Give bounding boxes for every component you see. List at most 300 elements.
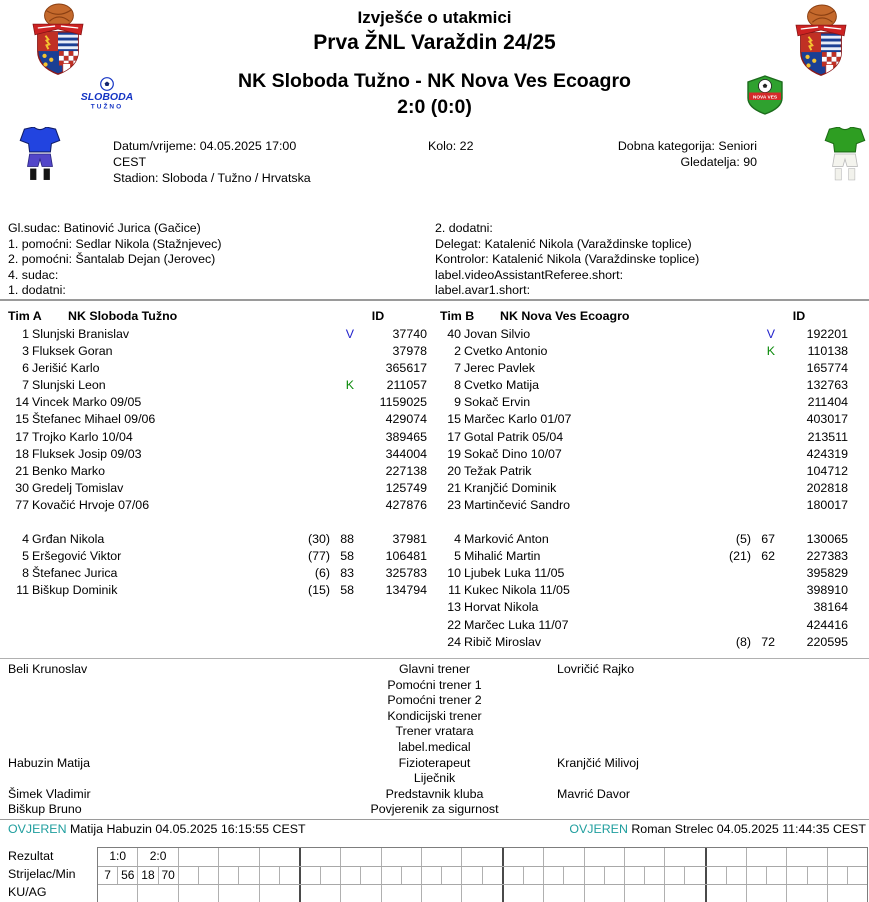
official-line: 4. sudac: xyxy=(8,267,59,282)
grid-cell xyxy=(259,867,279,884)
grid-cell xyxy=(624,885,664,902)
grid-cell: 56 xyxy=(117,867,137,884)
staff-row xyxy=(8,724,861,740)
official-line: Kontrolor: Katalenić Nikola (Varaždinske toplice) xyxy=(435,252,700,267)
player-name: Vincek Marko 09/05 xyxy=(32,395,142,410)
player-number: 21 xyxy=(447,481,461,496)
substitution-info xyxy=(721,635,775,649)
scorer-minute-row xyxy=(98,866,867,884)
grid-cell xyxy=(786,848,826,866)
player-number: 1 xyxy=(22,326,29,341)
player-row xyxy=(440,412,848,429)
player-number: 18 xyxy=(15,446,29,461)
report-title: Izvješće o utakmici xyxy=(357,8,512,27)
captain-badge: V xyxy=(766,326,775,341)
player-id: 130065 xyxy=(806,531,848,546)
substitute-row xyxy=(440,600,848,617)
staff-row xyxy=(8,802,861,818)
player-number: 17 xyxy=(15,429,29,444)
replaced-player-number: (15) xyxy=(307,583,330,598)
player-number: 7 xyxy=(22,378,29,393)
grid-cell: 70 xyxy=(158,867,178,884)
player-name: Biškup Dominik xyxy=(32,583,118,598)
official-line: 2. pomoćni: Šantalab Dejan (Jerovec) xyxy=(8,252,216,267)
substitute-row xyxy=(8,532,427,549)
grid-cell xyxy=(299,867,320,884)
substitution-info xyxy=(300,532,354,546)
grid-cell xyxy=(340,885,380,902)
certified-badge: OVJEREN xyxy=(569,822,628,836)
grid-cell xyxy=(746,885,786,902)
player-id: 403017 xyxy=(806,412,848,427)
player-name: Gredelj Tomislav xyxy=(32,481,124,496)
player-name: Trojko Karlo 10/04 xyxy=(32,429,133,444)
player-number: 2 xyxy=(454,343,461,358)
grid-cell xyxy=(320,867,340,884)
grid-cell xyxy=(299,848,340,866)
player-id: 424319 xyxy=(806,446,848,461)
grid-cell xyxy=(726,867,746,884)
attendance: Gledatelja: 90 xyxy=(680,154,757,169)
substitute-row xyxy=(8,583,427,600)
svg-text:TUŽNO: TUŽNO xyxy=(90,103,124,111)
staff-row xyxy=(8,678,861,694)
ku-ag-row xyxy=(98,884,867,902)
player-id: 427876 xyxy=(385,498,427,513)
player-row xyxy=(8,481,427,498)
player-id: 202818 xyxy=(806,481,848,496)
grid-cell: 1:0 xyxy=(109,849,127,863)
player-name: Kovačić Hrvoje 07/06 xyxy=(32,498,150,513)
player-number: 7 xyxy=(454,360,461,375)
player-id: 213511 xyxy=(807,429,848,444)
captain-badge: K xyxy=(766,343,775,358)
team-b-rows xyxy=(440,327,848,652)
team-b-header xyxy=(440,309,848,327)
substitution-minute: 83 xyxy=(340,565,354,580)
player-number: 6 xyxy=(22,360,29,375)
official-line: 2. dodatni: xyxy=(435,221,493,235)
player-number: 11 xyxy=(16,583,29,598)
grid-cell xyxy=(644,867,664,884)
player-row xyxy=(8,395,427,412)
staff-role-label: Glavni trener xyxy=(399,662,470,676)
substitution-info xyxy=(300,566,354,580)
certification-away xyxy=(569,822,866,836)
grid-cell xyxy=(705,848,746,866)
player-name: Benko Marko xyxy=(32,464,106,478)
staff-role-label: Pomoćni trener 1 xyxy=(387,677,482,692)
team-a-id-header: ID xyxy=(371,309,385,323)
player-id: 37978 xyxy=(392,343,427,358)
datetime-line1: Datum/vrijeme: 04.05.2025 17:00 xyxy=(113,139,297,153)
grid-cell xyxy=(664,867,684,884)
player-name: Martinčević Sandro xyxy=(464,498,571,513)
player-name: Ribič Miroslav xyxy=(464,634,542,649)
staff-role-label: Pomoćni trener 2 xyxy=(387,693,482,708)
player-row xyxy=(440,464,848,481)
player-id: 429074 xyxy=(385,412,427,427)
grid-cell xyxy=(279,867,299,884)
player-name: Mihalić Martin xyxy=(464,548,541,563)
grid-cell xyxy=(502,885,543,902)
team-b-label: Tim B xyxy=(440,309,475,323)
team-a-name: NK Sloboda Tužno xyxy=(68,309,178,323)
away-kit-icon xyxy=(822,127,868,181)
staff-name-home: Biškup Bruno xyxy=(8,802,82,817)
grid-cell xyxy=(340,848,380,866)
official-line: label.videoAssistantReferee.short: xyxy=(435,267,624,282)
staff-row xyxy=(8,693,861,709)
player-name: Jerišić Karlo xyxy=(32,360,100,375)
staff-section xyxy=(8,662,861,818)
player-number: 20 xyxy=(447,464,461,478)
player-name: Kranjčić Dominik xyxy=(464,481,557,496)
grid-cell xyxy=(137,885,177,902)
age-category: Dobna kategorija: Seniori xyxy=(617,139,757,153)
home-kit-icon xyxy=(17,127,63,181)
player-name: Horvat Nikola xyxy=(464,600,539,615)
replaced-player-number: (21) xyxy=(728,548,751,563)
staff-name-away: Kranjčić Milivoj xyxy=(557,755,639,770)
match-title: NK Sloboda Tužno - NK Nova Ves Ecoagro xyxy=(238,70,631,92)
grid-label-ku-ag: KU/AG xyxy=(8,885,47,899)
divider-staff-certs xyxy=(0,819,869,820)
grid-cell xyxy=(340,867,360,884)
staff-name-away: Mavrić Davor xyxy=(557,786,630,801)
staff-name-home: Šimek Vladimir xyxy=(8,786,91,801)
grid-cell xyxy=(218,848,258,866)
grid-cell xyxy=(664,848,704,866)
grid-cell: 7 xyxy=(104,868,111,882)
grid-cell xyxy=(259,848,299,866)
grid-cell xyxy=(705,885,746,902)
player-id: 227138 xyxy=(385,464,427,478)
substitution-minute: 62 xyxy=(761,548,775,563)
grid-cell xyxy=(584,867,604,884)
svg-text:NOVA VES: NOVA VES xyxy=(752,95,778,101)
staff-row xyxy=(8,756,861,772)
result-grid xyxy=(97,847,868,902)
official-line: 1. pomoćni: Sedlar Nikola (Stažnjevec) xyxy=(8,236,222,251)
player-name: Fluksek Josip 09/03 xyxy=(32,446,142,461)
player-name: Jovan Silvio xyxy=(464,326,531,341)
grid-cell xyxy=(178,867,198,884)
player-number: 9 xyxy=(454,395,461,410)
player-number: 24 xyxy=(447,634,461,649)
datetime-stadium-block xyxy=(113,139,311,186)
player-id: 192201 xyxy=(806,326,848,341)
substitute-row xyxy=(440,532,848,549)
grid-cell xyxy=(746,848,786,866)
replaced-player-number: (30) xyxy=(307,531,330,546)
league-title: Prva ŽNL Varaždin 24/25 xyxy=(313,31,556,54)
grid-cell xyxy=(543,885,583,902)
player-number: 15 xyxy=(447,412,461,427)
grid-cell xyxy=(624,848,664,866)
grid-cell xyxy=(807,867,827,884)
team-b-table xyxy=(440,309,848,652)
player-number: 8 xyxy=(22,565,29,580)
away-club-logo xyxy=(746,74,784,116)
player-id: 134794 xyxy=(385,583,427,598)
category-attendance-block xyxy=(618,139,757,171)
player-id: 180017 xyxy=(806,498,848,513)
player-name: Cvetko Antonio xyxy=(464,343,548,358)
grid-cell xyxy=(381,885,421,902)
player-name: Fluksek Goran xyxy=(32,343,113,358)
grid-cell xyxy=(421,867,441,884)
player-number: 30 xyxy=(15,481,29,496)
player-name: Štefanec Mihael 09/06 xyxy=(32,412,156,427)
player-row xyxy=(440,344,848,361)
staff-row xyxy=(8,662,861,678)
player-name: Gotal Patrik 05/04 xyxy=(464,429,564,444)
staff-role-label: label.medical xyxy=(398,739,471,754)
substitution-minute: 88 xyxy=(340,531,354,546)
grid-cell xyxy=(523,867,543,884)
player-id: 110138 xyxy=(807,343,848,358)
grid-cell: 18 xyxy=(137,867,157,884)
team-b-name: NK Nova Ves Ecoagro xyxy=(500,309,630,323)
replaced-player-number: (8) xyxy=(735,634,751,649)
staff-role-label: Fizioterapeut xyxy=(398,755,471,770)
player-number: 13 xyxy=(447,600,461,615)
player-id: 37740 xyxy=(392,326,427,341)
grid-cell: 2:0 xyxy=(137,848,177,866)
player-name: Cvetko Matija xyxy=(464,378,540,393)
grid-cell xyxy=(502,867,523,884)
team-a-header xyxy=(8,309,427,327)
grid-cell xyxy=(218,867,238,884)
grid-cell xyxy=(421,848,461,866)
player-name: Marčec Karlo 01/07 xyxy=(464,412,572,427)
grid-cell xyxy=(584,885,624,902)
grid-cell xyxy=(360,867,380,884)
player-name: Slunjski Branislav xyxy=(32,326,130,341)
player-row xyxy=(8,447,427,464)
player-row xyxy=(8,498,427,515)
player-row xyxy=(8,412,427,429)
grid-cell xyxy=(847,867,867,884)
player-row xyxy=(440,481,848,498)
player-row xyxy=(440,395,848,412)
grid-cell xyxy=(381,867,401,884)
player-id: 395829 xyxy=(806,565,848,580)
staff-row xyxy=(8,787,861,803)
player-name: Marković Anton xyxy=(464,531,549,546)
divider-officials-teams xyxy=(0,299,869,301)
grid-cell xyxy=(543,848,583,866)
substitute-row xyxy=(440,635,848,652)
player-name: Eršegović Viktor xyxy=(32,548,122,563)
grid-cell xyxy=(178,848,218,866)
grid-cell xyxy=(786,885,826,902)
grid-cell xyxy=(624,867,644,884)
player-id: 37981 xyxy=(392,531,427,546)
staff-name-home: Habuzin Matija xyxy=(8,755,90,770)
grid-cell xyxy=(766,867,786,884)
player-number: 77 xyxy=(15,498,29,513)
player-id: 1159025 xyxy=(379,395,427,410)
official-line: label.avar1.short: xyxy=(435,283,531,298)
grid-label-result: Rezultat xyxy=(8,849,54,863)
player-id: 227383 xyxy=(806,548,848,563)
player-id: 398910 xyxy=(806,583,848,598)
player-id: 211404 xyxy=(807,395,848,410)
player-name: Ljubek Luka 11/05 xyxy=(464,565,565,580)
player-number: 22 xyxy=(447,617,461,632)
certified-by-home: Matija Habuzin 04.05.2025 16:15:55 CEST xyxy=(66,822,306,836)
grid-cell xyxy=(441,867,461,884)
player-id: 165774 xyxy=(806,360,848,375)
home-club-logo xyxy=(78,77,136,111)
player-row xyxy=(8,344,427,361)
substitution-info xyxy=(300,583,354,597)
substitution-info xyxy=(300,549,354,563)
grid-cell xyxy=(381,848,421,866)
player-number: 17 xyxy=(447,429,461,444)
grid-label-scorer-min: Strijelac/Min xyxy=(8,867,76,881)
team-b-id-header: ID xyxy=(792,309,806,323)
starters-subs-gap xyxy=(8,516,427,532)
player-number: 14 xyxy=(15,395,29,410)
grid-cell xyxy=(684,867,704,884)
player-name: Jerec Pavlek xyxy=(464,360,535,375)
player-row xyxy=(8,361,427,378)
player-number: 11 xyxy=(448,583,461,598)
player-row xyxy=(440,498,848,515)
grid-cell xyxy=(461,885,501,902)
certified-badge: OVJEREN xyxy=(8,822,67,836)
grid-cell xyxy=(461,867,481,884)
grid-cell xyxy=(98,885,137,902)
player-id: 38164 xyxy=(813,600,848,615)
substitute-row xyxy=(440,549,848,566)
player-row xyxy=(440,361,848,378)
player-row xyxy=(8,378,427,395)
player-name: Štefanec Jurica xyxy=(32,565,118,580)
grid-cell xyxy=(827,867,847,884)
player-row xyxy=(440,327,848,344)
score: 2:0 (0:0) xyxy=(397,96,472,118)
staff-row xyxy=(8,740,861,756)
staff-role-label: Liječnik xyxy=(413,771,456,786)
svg-text:SLOBODA: SLOBODA xyxy=(80,91,134,103)
captain-badge: K xyxy=(345,378,354,393)
substitute-row xyxy=(440,583,848,600)
player-id: 389465 xyxy=(385,429,427,444)
staff-name-home: Beli Krunoslav xyxy=(8,662,88,676)
player-id: 220595 xyxy=(806,634,848,649)
substitute-row xyxy=(440,566,848,583)
grid-cell xyxy=(299,885,340,902)
staff-role-label: Predstavnik kluba xyxy=(385,786,484,801)
player-row xyxy=(8,464,427,481)
officials-left-column xyxy=(8,221,222,299)
player-number: 40 xyxy=(447,326,461,341)
replaced-player-number: (5) xyxy=(735,531,751,546)
grid-cell xyxy=(604,867,624,884)
grid-cell xyxy=(259,885,299,902)
player-id: 211057 xyxy=(386,378,427,393)
official-line: Gl.sudac: Batinović Jurica (Gačice) xyxy=(8,221,201,235)
substitution-minute: 58 xyxy=(340,583,354,598)
player-name: Slunjski Leon xyxy=(32,378,106,393)
substitute-row xyxy=(440,618,848,635)
player-name: Marčec Luka 11/07 xyxy=(464,617,569,632)
round-label: Kolo: 22 xyxy=(428,139,474,153)
player-row xyxy=(440,430,848,447)
grid-cell xyxy=(705,867,726,884)
substitute-row xyxy=(8,549,427,566)
player-row xyxy=(440,378,848,395)
grid-cell xyxy=(746,867,766,884)
player-id: 424416 xyxy=(806,617,848,632)
certification-home xyxy=(8,822,306,836)
grid-cell xyxy=(401,867,421,884)
staff-row xyxy=(8,771,861,787)
grid-cell xyxy=(786,867,806,884)
officials-right-column xyxy=(435,221,699,299)
team-a-rows xyxy=(8,327,427,601)
player-number: 10 xyxy=(447,565,461,580)
player-name: Grđan Nikola xyxy=(32,531,105,546)
player-id: 344004 xyxy=(385,446,427,461)
grid-cell xyxy=(664,885,704,902)
certified-by-away: Roman Strelec 04.05.2025 11:44:35 CEST xyxy=(627,822,866,836)
grid-cell xyxy=(421,885,461,902)
player-number: 4 xyxy=(22,531,29,546)
player-id: 106481 xyxy=(385,548,427,563)
staff-name-away: Lovričić Rajko xyxy=(557,662,635,676)
staff-row xyxy=(8,709,861,725)
player-name: Težak Patrik xyxy=(464,464,532,478)
result-row xyxy=(98,848,867,866)
player-number: 5 xyxy=(454,548,461,563)
player-number: 3 xyxy=(22,343,29,358)
grid-cell xyxy=(482,867,502,884)
staff-role-label: Povjerenik za sigurnost xyxy=(370,802,499,817)
grid-cell xyxy=(218,885,258,902)
player-name: Sokač Ervin xyxy=(464,395,531,410)
substitution-info xyxy=(721,532,775,546)
official-line: 1. dodatni: xyxy=(8,283,66,298)
grid-cell xyxy=(827,848,867,866)
official-line: Delegat: Katalenić Nikola (Varaždinske toplice) xyxy=(435,236,692,251)
divider-teams-staff xyxy=(0,658,869,659)
grid-cell xyxy=(178,885,218,902)
player-id: 125749 xyxy=(385,481,427,496)
grid-cell xyxy=(563,867,583,884)
grid-cell xyxy=(502,848,543,866)
grid-cell xyxy=(827,885,867,902)
grid-cell xyxy=(238,867,258,884)
player-id: 325783 xyxy=(385,565,427,580)
player-name: Kukec Nikola 11/05 xyxy=(464,583,570,598)
substitution-minute: 67 xyxy=(761,531,775,546)
player-number: 5 xyxy=(22,548,29,563)
substitution-info xyxy=(721,549,775,563)
player-row xyxy=(8,327,427,344)
player-id: 104712 xyxy=(806,464,848,478)
player-number: 21 xyxy=(15,464,29,478)
grid-cell xyxy=(198,867,218,884)
player-number: 19 xyxy=(447,446,461,461)
player-number: 4 xyxy=(454,531,461,546)
player-row xyxy=(440,447,848,464)
grid-cell xyxy=(461,848,501,866)
